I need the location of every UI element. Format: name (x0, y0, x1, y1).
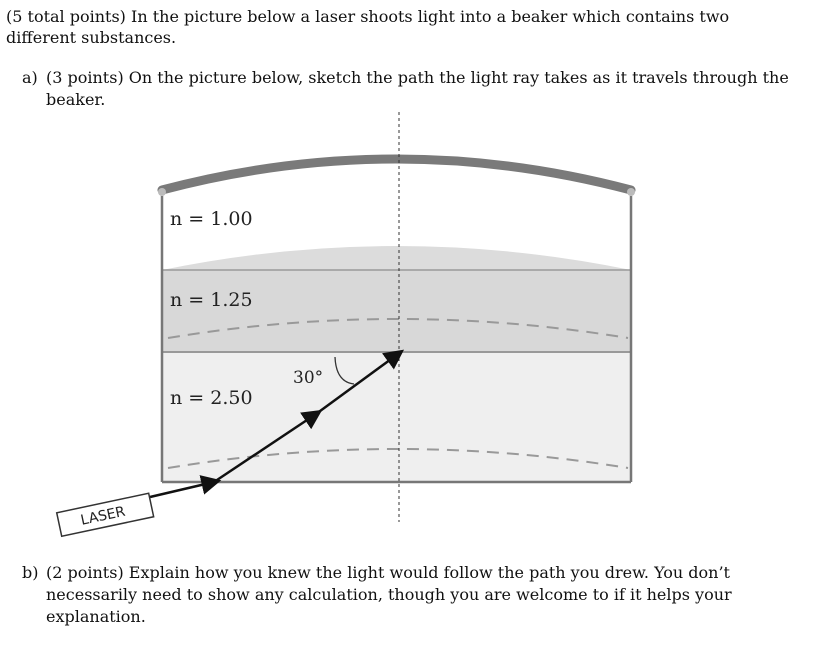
angle-label: 30° (293, 368, 324, 388)
rim-right-cap (627, 188, 635, 196)
beaker-rim (162, 159, 631, 190)
part-b (22, 562, 802, 628)
region-label-lower-fluid: n = 2.50 (170, 387, 253, 409)
light-ray-entry (150, 482, 214, 497)
laser-device (57, 493, 154, 536)
part-b-text: (2 points) Explain how you knew the light would follow the path you drew. You don’t necessarily need to show any calculation, though you are welcome to if it helps your explanation. (46, 563, 732, 626)
part-a-text: (3 points) On the picture below, sketch the path the light ray takes as it travels through the beaker. (46, 68, 789, 109)
region-label-air: n = 1.00 (170, 208, 253, 230)
laser-label: LASER (79, 503, 127, 529)
fluid-surface (162, 246, 631, 270)
part-a-label: a) (22, 68, 38, 87)
lower-fluid-region (162, 352, 631, 482)
rim-left-cap (158, 188, 166, 196)
part-b-label: b) (22, 563, 39, 582)
region-label-upper-fluid: n = 1.25 (170, 289, 253, 311)
problem-intro: (5 total points) In the picture below a laser shoots light into a beaker which contains two different substances. (6, 7, 730, 47)
upper-fluid-region (162, 270, 631, 352)
